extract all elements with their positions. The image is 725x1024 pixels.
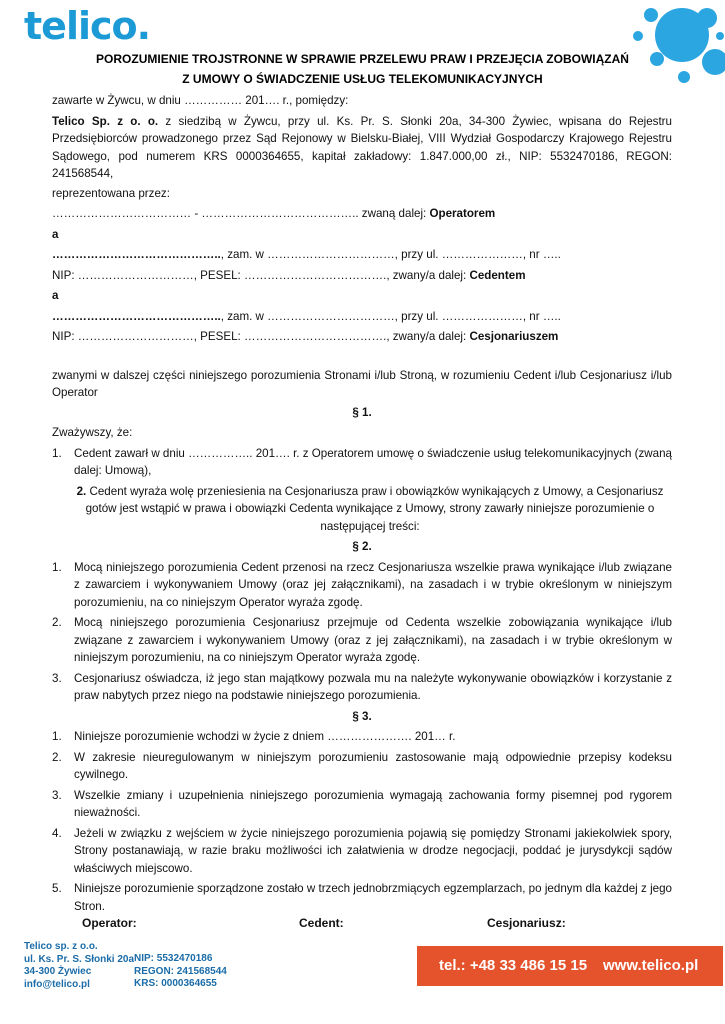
document-body xyxy=(52,92,672,918)
list-item-text: Mocą niniejszego porozumienia Cesjonariusz przejmuje od Cedenta wszelkie zobowiązania wynikające i/lub związane z zawarciem i wykonywaniem Umowy (oraz z jej załącznikami), na zasadach i w trybie określonym w niniejszym porozumieniu, na co niniejszym Operator wyraża zgodę. xyxy=(74,616,672,664)
section-2-list xyxy=(52,559,672,705)
list-item-text: Jeżeli w związku z wejściem w życie niniejszego porozumienia pojawią się pomiędzy Stronami jakiekolwiek spory, Strony postanawiają, w razie braku możliwości ich załatwienia w drodze negocjacji, poddać je jurysdykcji sądów właściwych miejscowo. xyxy=(74,826,672,875)
list-item: 3. Cesjonariusz oświadcza, iż jego stan majątkowy pozwala mu na należyte wykonywanie obowiązków i korzystanie z praw nabytych przez niego na podstawie niniejszego porozumienia. xyxy=(52,671,672,702)
footer-contact-bar xyxy=(417,946,723,986)
cedent-address: , zam. w ……………………………, przy ul. …………………, nr ….. xyxy=(220,248,561,261)
cesjonariusz-address-line xyxy=(52,308,672,326)
parties-note: zwanymi w dalszej części niniejszego porozumienia Stronami i/lub Stroną, w rozumieniu Cedent i/lub Cesjonariusz i/lub Operator xyxy=(52,368,672,399)
intro-line: zawarte w Żywcu, w dniu …………… 201…. r., pomiędzy: xyxy=(52,94,349,107)
signature-row xyxy=(0,916,725,934)
cesjonariusz-ids-line xyxy=(52,328,672,346)
telico-logo: telico. xyxy=(24,4,151,48)
list-item-text: Niniejsze porozumienie wchodzi w życie z dniem …………………. 201… r. xyxy=(74,730,456,743)
list-item: 2. Mocą niniejszego porozumienia Cesjonariusz przejmuje od Cedenta wszelkie zobowiązania wynikające i/lub związane z zawarciem i wykonywaniem Umowy (oraz z jej załącznikami), na zasadach i w trybie określonym w niniejszym porozumieniu, na co niniejszym Operator wyraża zgodę. xyxy=(52,616,672,664)
company-details: z siedzibą w Żywcu, przy ul. Ks. Pr. S. Słonki 20a, 34-300 Żywiec, wpisana do Rejestru Przedsiębiorców prowadzonego przez Sąd Rejonowy w Bielsku-Białej, VIII Wydział Gospodarczy Krajowego Rejestru Sądowego, pod numerem KRS 0000364655, kapitał zakładowy: 1.847.000,00 zł., NIP: 5532470186, REGON: 241568544, xyxy=(52,114,672,180)
cedent-ids-line xyxy=(52,267,672,285)
list-item: 5. Niniejsze porozumienie sporządzone zostało w trzech jednobrzmiących egzemplarzach, po jednym dla każdej z jego Stron. xyxy=(52,882,672,913)
conjunction-text: a xyxy=(52,227,59,241)
list-item: 4. Jeżeli w związku z wejściem w życie niniejszego porozumienia pojawią się pomiędzy Stronami jakiekolwiek spory, Strony postanawiają, w razie braku możliwości ich załatwienia w drodze negocjacji, poddać je jurysdykcji sądów właściwych miejscowo. xyxy=(52,826,672,875)
section-2-heading: § 2. xyxy=(352,540,372,553)
signature-operator-label: Operator: xyxy=(82,916,137,930)
conjunction-text: a xyxy=(52,289,59,302)
list-item-text: W zakresie nieuregulowanym w niniejszym porozumieniu zastosowanie mają odpowiednie przepisy kodeksu cywilnego. xyxy=(74,750,672,781)
list-item-number: 2. xyxy=(76,484,87,498)
footer-phone[interactable]: tel.: +48 33 486 15 15 xyxy=(439,957,588,974)
section-1-heading: § 1. xyxy=(352,405,372,419)
list-item: 1. Niniejsze porozumienie wchodzi w życie z dniem …………………. 201… r. xyxy=(52,730,456,743)
cesjonariusz-role: Cesjonariuszem xyxy=(469,330,559,343)
operator-dots: ……………………………… - ………………………………….. zwaną dalej: xyxy=(52,207,430,220)
document-title-line-2: Z UMOWY O ŚWIADCZENIE USŁUG TELEKOMUNIKACYJNYCH xyxy=(182,72,543,86)
list-item-text: Cedent wyraża wolę przeniesienia na Cesjonariusza praw i obowiązków wynikających z Umowy, a Cesjonariusz gotów jest wstąpić w prawa i obowiązki Cedenta wynikające z Umowy, strony zawarły niniejsze porozumienie o następującej treści: xyxy=(85,484,664,533)
section-1-lead: Zważywszy, że: xyxy=(52,426,133,439)
represented-by: reprezentowana przez: xyxy=(52,186,170,200)
document-title-line-1: POROZUMIENIE TROJSTRONNE W SPRAWIE PRZELEWU PRAW I PRZEJĘCIA ZOBOWIĄZAŃ xyxy=(96,52,629,66)
company-name: Telico Sp. z o. o. xyxy=(52,114,159,128)
section-3-list xyxy=(52,728,672,915)
signature-cesjonariusz-label: Cesjonariusz: xyxy=(487,916,566,930)
section-3-heading: § 3. xyxy=(352,709,372,723)
cesjonariusz-ids: NIP: …………………………, PESEL: ………………………………., zwany/a dalej: xyxy=(52,330,470,343)
list-item-text: Cesjonariusz oświadcza, iż jego stan majątkowy pozwala mu na należyte wykonywanie obowiązków i korzystanie z praw nabytych przez niego na podstawie niniejszego porozumienia. xyxy=(74,671,672,702)
list-item: 1. Mocą niniejszego porozumienia Cedent przenosi na rzecz Cesjonariusza wszelkie prawa wynikające i/lub związane z zawarciem i wykonywaniem Umowy (oraz jej załącznikami), na zasadach i w trybie określonym w niniejszym porozumieniu, na co niniejszym Operator wyraża zgodę. xyxy=(52,560,672,609)
cedent-role: Cedentem xyxy=(469,268,526,282)
list-item-text: Cedent zawarł w dniu …………….. 201…. r. z Operatorem umowę o świadczenie usług telekomunikacyjnych (zwaną dalej: Umową), xyxy=(74,446,672,477)
footer-company: Telico sp. z o.o. xyxy=(24,941,98,952)
list-item: 3. Wszelkie zmiany i uzupełnienia niniejszego porozumienia wymagają zachowania formy pisemnej pod rygorem nieważności. xyxy=(52,788,672,819)
company-paragraph xyxy=(52,113,672,183)
footer-ids xyxy=(134,953,227,991)
signature-cedent-label: Cedent: xyxy=(299,916,344,930)
cedent-address-line xyxy=(52,246,672,264)
cedent-ids: NIP: …………………………, PESEL: ………………………………., zwany/a dalej: xyxy=(52,268,470,282)
footer-address xyxy=(24,941,134,991)
cesjonariusz-name-dots: …………………………………….. xyxy=(52,309,221,323)
cedent-name-dots: …………………………………….. xyxy=(52,248,221,261)
section-1-item-2 xyxy=(52,483,672,536)
operator-line xyxy=(52,205,672,223)
list-item-text: Niniejsze porozumienie sporządzone zostało w trzech jednobrzmiących egzemplarzach, po jednym dla każdej z jego Stron. xyxy=(74,882,672,913)
list-item-text: Mocą niniejszego porozumienia Cedent przenosi na rzecz Cesjonariusza wszelkie prawa wynikające i/lub związane z zawarciem i wykonywaniem Umowy (oraz jej załącznikami), na zasadach i w trybie określonym w niniejszym porozumieniu, na co niniejszym Operator wyraża zgodę. xyxy=(74,560,672,609)
footer-email: info@telico.pl xyxy=(24,978,90,990)
cesjonariusz-address: , zam. w ……………………………, przy ul. …………………, nr ….. xyxy=(220,309,561,323)
footer-website-link[interactable]: www.telico.pl xyxy=(603,957,699,974)
footer-city: 34-300 Żywiec xyxy=(24,966,92,977)
footer-regon: REGON: 241568544 xyxy=(134,965,227,977)
footer-nip: NIP: 5532470186 xyxy=(134,953,213,964)
list-item: 2. W zakresie nieuregulowanym w niniejszym porozumieniu zastosowanie mają odpowiednie przepisy kodeksu cywilnego. xyxy=(52,750,672,781)
conjunction-a-1 xyxy=(52,226,672,244)
conjunction-a-2 xyxy=(52,287,672,305)
list-item-text: Wszelkie zmiany i uzupełnienia niniejszego porozumienia wymagają zachowania formy pisemnej pod rygorem nieważności. xyxy=(74,788,672,819)
operator-role: Operatorem xyxy=(429,207,496,220)
footer-street: ul. Ks. Pr. S. Słonki 20a xyxy=(24,953,135,965)
list-item: 1. Cedent zawarł w dniu …………….. 201…. r. z Operatorem umowę o świadczenie usług telekomunikacyjnych (zwaną dalej: Umową), xyxy=(52,446,672,477)
section-1-list xyxy=(52,445,672,480)
footer-krs: KRS: 0000364655 xyxy=(134,978,217,989)
